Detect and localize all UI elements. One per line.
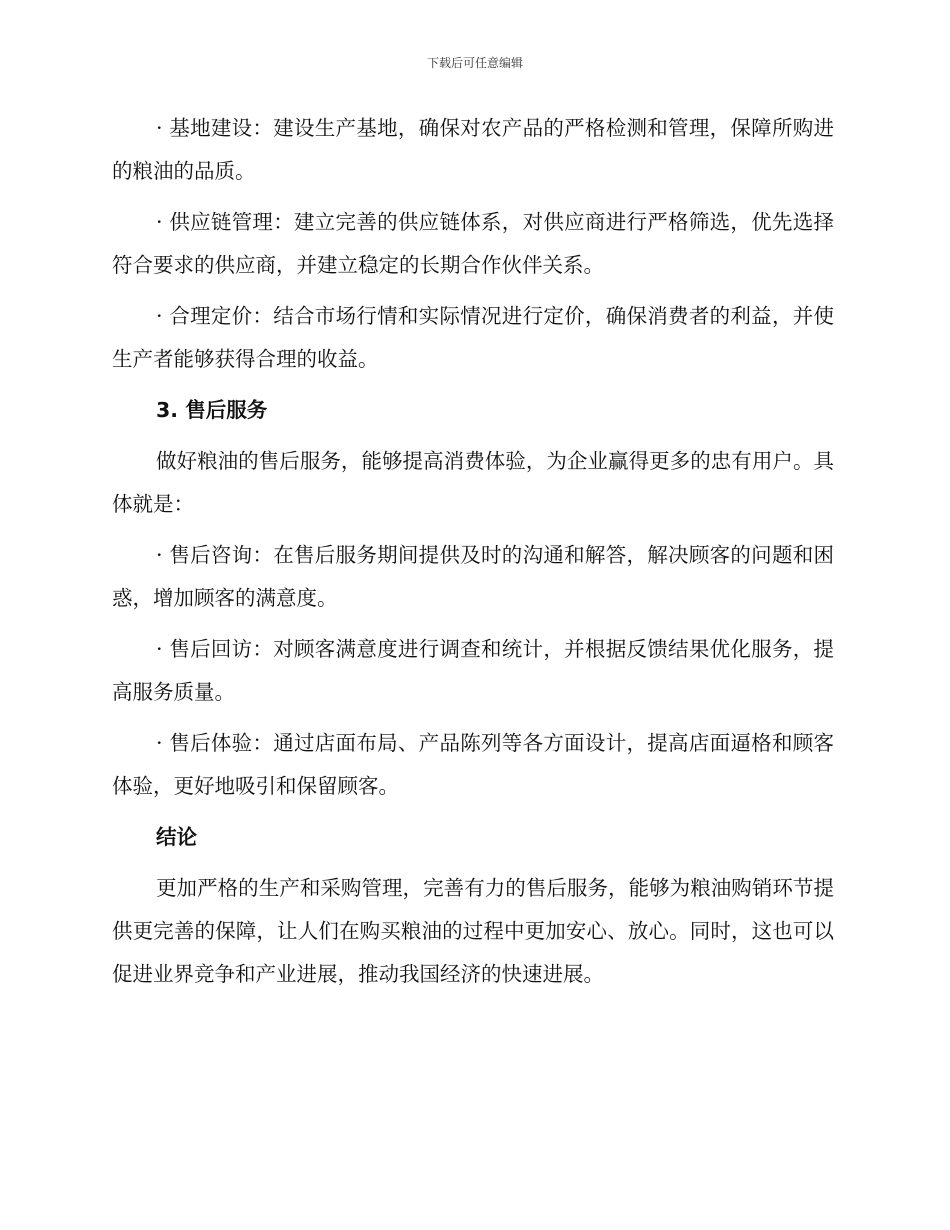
bullet-pricing: · 合理定价：结合市场行情和实际情况进行定价，确保消费者的利益，并使生产者能够获得合理的收益。 [112, 304, 834, 371]
bullet-after-sales-followup: · 售后回访：对顾客满意度进行调查和统计，并根据反馈结果优化服务，提高服务质量。 [112, 637, 834, 704]
bullet-after-sales-consult: · 售后咨询：在售后服务期间提供及时的沟通和解答，解决顾客的问题和困惑，增加顾客的满意度。 [112, 543, 834, 610]
bullet-supply-chain: · 供应链管理：建立完善的供应链体系，对供应商进行严格筛选，优先选择符合要求的供应商，并建立稳定的长期合作伙伴关系。 [112, 210, 834, 277]
bullet-base-construction: · 基地建设：建设生产基地，确保对农产品的严格检测和管理，保障所购进的粮油的品质。 [112, 116, 834, 183]
after-sales-intro: 做好粮油的售后服务，能够提高消费体验，为企业赢得更多的忠有用户。具体就是： [112, 449, 834, 516]
conclusion-paragraph: 更加严格的生产和采购管理，完善有力的售后服务，能够为粮油购销环节提供更完善的保障，让人们在购买粮油的过程中更加安心、放心。同时，这也可以促进业界竞争和产业进展，推动我国经济的快速进展。 [112, 876, 834, 986]
document-body [112, 107, 834, 1004]
bullet-after-sales-experience: · 售后体验：通过店面布局、产品陈列等各方面设计，提高店面逼格和顾客体验，更好地吸引和保留顾客。 [112, 731, 834, 798]
heading-after-sales: 3. 售后服务 [156, 398, 268, 422]
page-header: 下载后可任意编辑 [426, 56, 523, 70]
heading-conclusion: 结论 [156, 825, 197, 849]
